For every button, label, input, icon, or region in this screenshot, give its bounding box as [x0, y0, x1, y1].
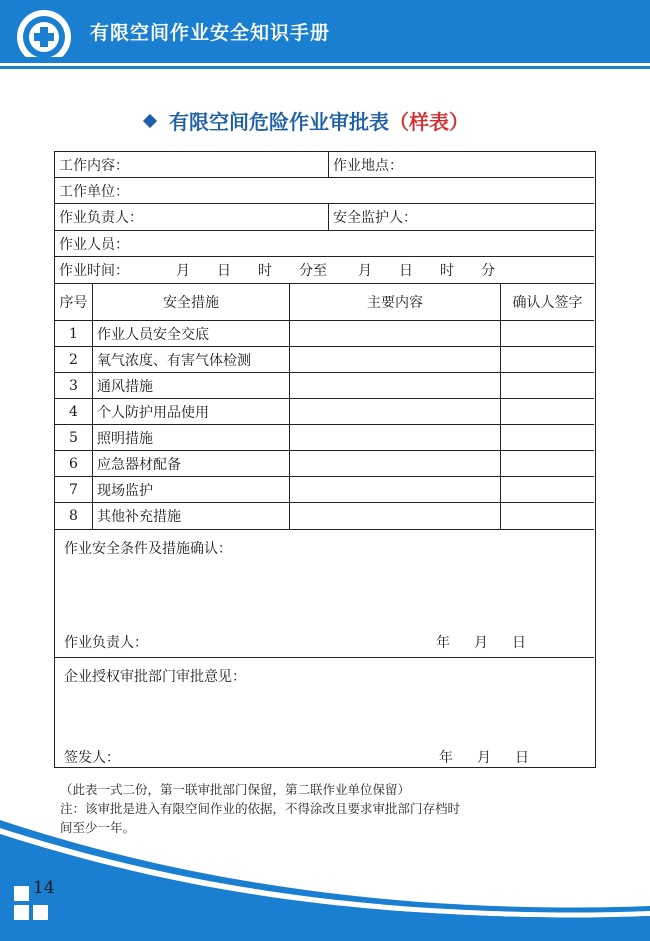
- work-location-field[interactable]: [329, 152, 594, 177]
- measure-no: [55, 347, 92, 372]
- confirm-year: 年: [436, 635, 450, 651]
- column-header-no-text: 序号: [59, 295, 88, 311]
- confirm-day: 日: [512, 635, 526, 651]
- work-time-day-start: 日: [217, 263, 231, 279]
- form-title: [145, 106, 545, 138]
- measure-content-field[interactable]: [290, 425, 500, 450]
- measure-name-text: 照明措施: [97, 430, 153, 447]
- form-title-suffix: （样表）: [389, 110, 469, 134]
- measure-signature-field[interactable]: [501, 477, 594, 502]
- measure-no-text: 2: [69, 351, 78, 368]
- column-header-measure-text: 安全措施: [163, 295, 219, 311]
- measure-no: [55, 451, 92, 476]
- measure-signature-field[interactable]: [501, 425, 594, 450]
- safety-monitor-field[interactable]: [329, 204, 594, 230]
- work-time-minute-to: 分至: [299, 263, 327, 279]
- measure-no: [55, 399, 92, 424]
- column-header-measure: [93, 284, 289, 320]
- measure-row: [55, 347, 594, 373]
- measure-content-field[interactable]: [290, 477, 500, 502]
- measure-name-text: 个人防护用品使用: [97, 404, 209, 421]
- measure-name: [93, 321, 289, 346]
- work-time-hour-end: 时: [440, 263, 454, 279]
- measure-content-field[interactable]: [290, 503, 500, 529]
- row-work-time[interactable]: [55, 257, 594, 284]
- measure-no-text: 5: [69, 429, 78, 446]
- row-supervisor: [55, 204, 594, 231]
- confirm-signer-label: 作业负责人：: [64, 635, 148, 651]
- column-header-content-text: 主要内容: [367, 295, 423, 311]
- work-unit-label: 工作单位：: [59, 183, 129, 200]
- measure-no-text: 6: [69, 455, 78, 472]
- page-header: [0, 0, 650, 72]
- column-header-signature: [501, 284, 594, 320]
- note-line-2: 间至少一年。: [60, 820, 136, 835]
- header-divider: [0, 66, 650, 69]
- footer-wave: [0, 820, 650, 941]
- measure-name-text: 应急器材配备: [97, 456, 181, 473]
- measure-content-field[interactable]: [290, 321, 500, 346]
- work-time-minute-end: 分: [481, 263, 495, 279]
- measure-row: [55, 373, 594, 399]
- measure-content-field[interactable]: [290, 347, 500, 372]
- work-time-month-start: 月: [176, 263, 190, 279]
- row-workers: [55, 231, 594, 257]
- measure-row: [55, 321, 594, 347]
- measure-name-text: 作业人员安全交底: [97, 326, 209, 343]
- measure-content-field[interactable]: [290, 373, 500, 398]
- measure-name-text: 现场监护: [97, 482, 153, 499]
- work-location-label: 作业地点：: [333, 157, 403, 174]
- measure-signature-field[interactable]: [501, 503, 594, 529]
- measure-row: [55, 399, 594, 425]
- measure-row: [55, 477, 594, 503]
- work-unit-field[interactable]: [55, 178, 594, 203]
- measure-name: [93, 451, 289, 476]
- work-content-label: 工作内容：: [59, 157, 129, 174]
- workers-field[interactable]: [55, 231, 594, 256]
- measure-signature-field[interactable]: [501, 399, 594, 424]
- workers-label: 作业人员：: [59, 236, 129, 253]
- measure-name-text: 通风措施: [97, 378, 153, 395]
- column-header-content: [290, 284, 500, 320]
- measure-no: [55, 477, 92, 502]
- work-time-label: 作业时间：: [59, 263, 129, 279]
- measure-name: [93, 373, 289, 398]
- column-header-signature-text: 确认人签字: [512, 295, 583, 311]
- approval-section[interactable]: [55, 658, 594, 766]
- measure-name: [93, 477, 289, 502]
- approval-year: 年: [439, 750, 453, 766]
- form-title-main: 有限空间危险作业审批表: [169, 110, 389, 134]
- measure-row: [55, 425, 594, 451]
- confirm-month: 月: [474, 635, 488, 651]
- measure-no: [55, 425, 92, 450]
- measure-no-text: 8: [69, 508, 78, 524]
- confirm-section[interactable]: [55, 530, 594, 658]
- measure-name: [93, 503, 289, 529]
- measure-signature-field[interactable]: [501, 321, 594, 346]
- measure-no-text: 1: [69, 325, 78, 342]
- approval-signer-label: 签发人：: [64, 750, 120, 766]
- supervisor-label: 作业负责人：: [59, 210, 143, 226]
- confirm-label: 作业安全条件及措施确认：: [64, 541, 232, 557]
- approval-label: 企业授权审批部门审批意见：: [64, 669, 246, 685]
- measure-name: [93, 347, 289, 372]
- measure-name-text: 氧气浓度、有害气体检测: [97, 352, 251, 369]
- measure-no-text: 7: [69, 481, 78, 498]
- measure-content-field[interactable]: [290, 451, 500, 476]
- approval-form: [54, 151, 596, 768]
- measure-no-text: 3: [69, 377, 78, 394]
- row-work-content: [55, 152, 594, 178]
- safety-cross-logo-icon: [14, 7, 74, 67]
- measure-name: [93, 425, 289, 450]
- work-time-day-end: 日: [399, 263, 413, 279]
- measure-row: [55, 503, 594, 530]
- measure-no: [55, 503, 92, 529]
- measure-row: [55, 451, 594, 477]
- note-line-1: 注：该审批是进入有限空间作业的依据，不得涂改且要求审批部门存档时: [60, 801, 461, 816]
- approval-month: 月: [477, 750, 491, 766]
- page-number: 14: [33, 878, 55, 898]
- supervisor-field[interactable]: [55, 204, 328, 230]
- measures-header-row: [55, 284, 594, 321]
- measure-no: [55, 373, 92, 398]
- header-title: 有限空间作业安全知识手册: [90, 22, 331, 44]
- row-work-unit: [55, 178, 594, 204]
- work-time-field[interactable]: [55, 257, 594, 283]
- approval-day: 日: [515, 750, 529, 766]
- measure-content-field[interactable]: [290, 399, 500, 424]
- measure-name: [93, 399, 289, 424]
- column-header-no: [55, 284, 92, 320]
- measure-no-text: 4: [69, 403, 78, 420]
- note-copies: （此表一式二份，第一联审批部门保留，第二联作业单位保留）: [60, 782, 411, 797]
- measure-name-text: 其他补充措施: [97, 509, 181, 525]
- measure-no: [55, 321, 92, 346]
- work-content-field[interactable]: [55, 152, 328, 177]
- measure-signature-field[interactable]: [501, 347, 594, 372]
- safety-monitor-label: 安全监护人：: [333, 210, 417, 226]
- work-time-hour-start: 时: [258, 263, 272, 279]
- diamond-bullet-icon: [143, 114, 157, 128]
- measure-signature-field[interactable]: [501, 451, 594, 476]
- work-time-month-end: 月: [358, 263, 372, 279]
- measure-signature-field[interactable]: [501, 373, 594, 398]
